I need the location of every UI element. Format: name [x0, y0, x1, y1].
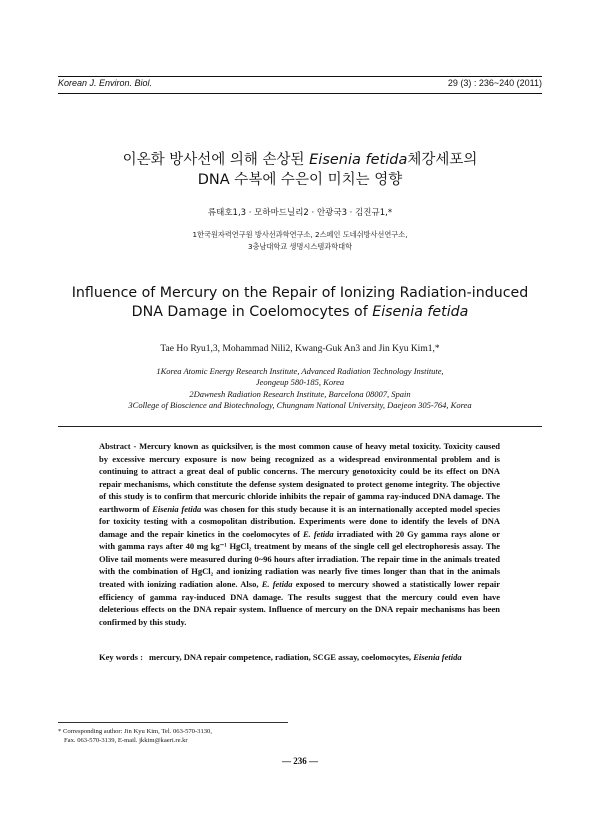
english-title-pre: DNA Damage in Coelomocytes of: [131, 304, 368, 320]
abstract-part2: was chosen for this study because it is an internationally accepted model species for toxicity testing with a cosmopolitan distribution. Experiments were done to identify the levels of DNA damage and the repair kinetics in the coelomocytes of: [99, 503, 501, 539]
korean-title-line2: DNA 수복에 수은이 미치는 영향: [197, 172, 403, 188]
abstract-text: [99, 440, 500, 628]
english-affil-line3: 2Dawnesh Radiation Research Institute, Barcelona 08007, Spain: [189, 388, 411, 399]
header-rule-top: [58, 76, 542, 77]
english-affiliations: [40, 366, 560, 411]
journal-name: Korean J. Environ. Biol.: [58, 78, 153, 88]
abstract-separator: [58, 426, 542, 427]
footnote-line2: Fax. 063-570-3139, E-mail. jkkim@kaeri.re.kr: [64, 737, 188, 745]
keywords-list: mercury, DNA repair competence, radiation, SCGE assay, coelomocytes,: [149, 652, 412, 662]
volume-pages: 29 (3) : 236~240 (2011): [447, 78, 542, 88]
abstract-part4: exposed to mercury showed a statistically lower repair efficiency of gamma ray-induced DNA damage. The results suggest that the mercury could even have deleterious effects on the DNA repair system. Influence of mercury on the DNA repair mechanisms has been confirmed by this study.: [99, 579, 501, 627]
english-affil-line2: Jeongeup 580-185, Korea: [255, 377, 345, 388]
running-header: [58, 78, 542, 92]
english-authors: Tae Ho Ryu1,3, Mohammad Nili2, Kwang-Guk An3 and Jin Kyu Kim1,*: [160, 344, 440, 354]
abstract-species-2: E. fetida: [303, 528, 334, 539]
keywords-label: Key words :: [99, 652, 143, 662]
footnote: [58, 727, 358, 746]
footnote-rule: [58, 722, 288, 723]
english-title-species: Eisenia fetida: [372, 304, 469, 320]
abstract-species-1: Eisenia fetida: [152, 503, 202, 514]
keywords-text: [149, 651, 500, 664]
korean-authors: 류태호1,3 · 모하마드닐리2 · 안광국3 · 김진규1,*: [207, 208, 393, 218]
footnote-line1: * Corresponding author: Jin Kyu Kim, Tel. 063-570-3130,: [58, 728, 212, 735]
korean-title-post: 체강세포의: [407, 152, 478, 168]
korean-title-pre: 이온화 방사선에 의해 손상된: [122, 152, 305, 168]
korean-affiliations: [40, 229, 560, 253]
header-rule-bottom: [58, 93, 542, 94]
korean-title-line1: [40, 150, 560, 170]
english-affil-line4: 3College of Bioscience and Biotechnology, Chungnam National University, Daejeon 305-764, Korea: [128, 399, 472, 410]
abstract-part1: Abstract - Mercury known as quicksilver, is the most common cause of heavy metal toxicity. Toxicity caused by excessive mercury exposure is now being recognized as a widespread environmental problem and is continuing to attract a great deal of public concerns. The mercury genotoxicity could be its effect on DNA repair mechanisms, which constitute the defense system designated to protect genome integrity. The objective of this study is to confirm that mercuric chloride inhibits the repair of gamma ray-induced DNA damage. The earthworm of: [99, 441, 500, 514]
english-affil-line1: 1Korea Atomic Energy Research Institute, Advanced Radiation Technology Institute,: [156, 366, 444, 376]
korean-title: [40, 150, 560, 190]
english-title: [40, 284, 560, 322]
korean-title-species: Eisenia fetida: [309, 152, 408, 168]
korean-affil-line2: 3충남대학교 생명시스템과학대학: [247, 242, 353, 251]
abstract-part3: irradiated with 20 Gy gamma rays alone or with gamma rays after 40 mg kg⁻¹ HgCl₂ treatment by means of the single cell gel electrophoresis assay. The Olive tail moments were measured during 0~96 hours after irradiation. The repair time in the animals treated with the combination of HgCl₂ and ionizing radiation was nearly five times longer than that in the animals treated with ionizing radiation alone. Also,: [99, 528, 501, 590]
abstract: [99, 440, 500, 628]
abstract-species-3: E. fetida: [261, 579, 293, 590]
english-title-line2: [40, 303, 560, 322]
page-number: — 236 —: [282, 756, 318, 766]
korean-affil-line1: 1한국원자력연구원 방사선과학연구소, 2스페인 도네쉬방사선연구소,: [192, 230, 408, 239]
keywords-species: Eisenia fetida: [413, 652, 462, 662]
english-title-line1: Influence of Mercury on the Repair of Ionizing Radiation-induced: [71, 285, 529, 301]
